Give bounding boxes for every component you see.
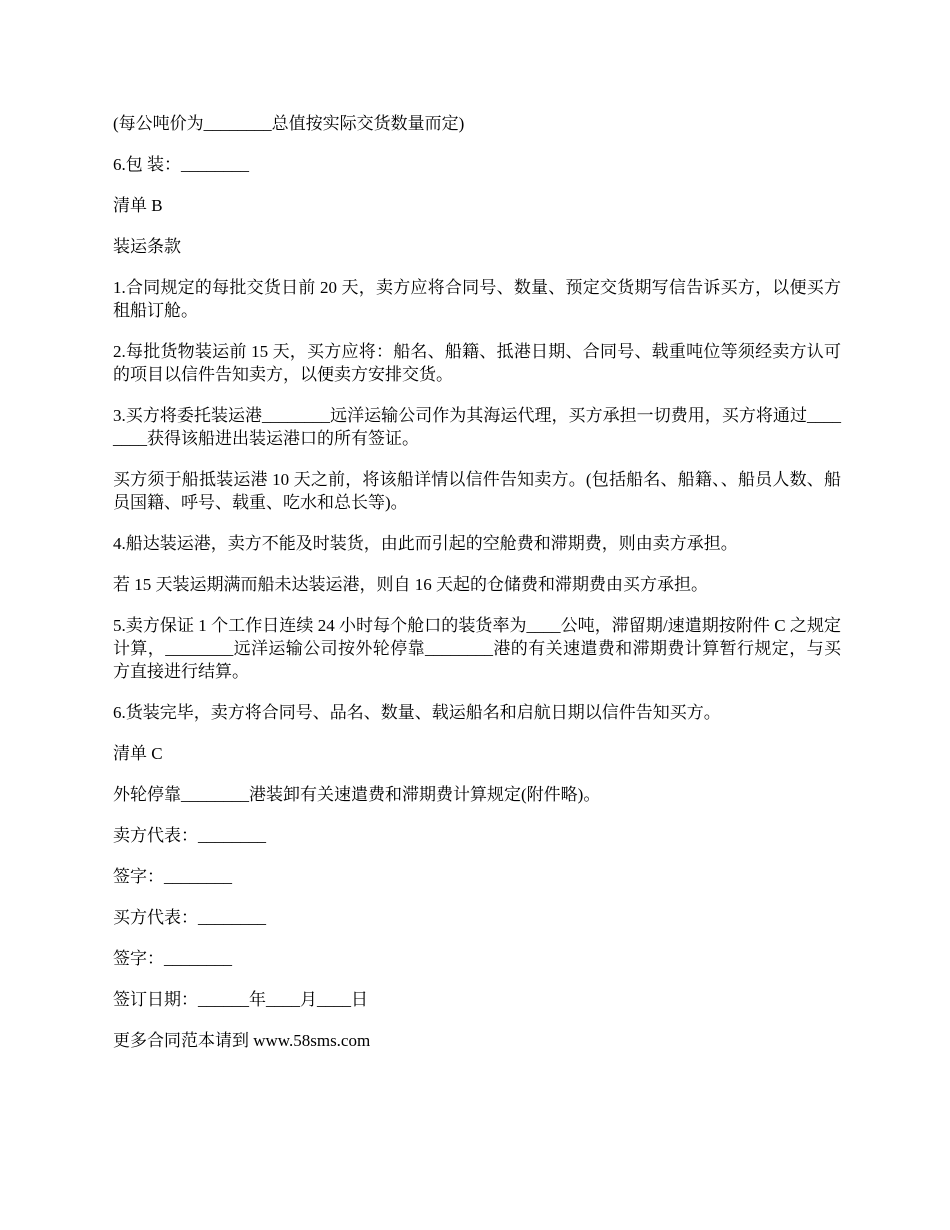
schedule-b-heading: 清单 B (113, 196, 163, 215)
document-body (113, 112, 841, 1070)
schedule-c-heading: 清单 C (113, 744, 163, 763)
shipping-clause-4-note: 若 15 天装运期满而船未达装运港，则自 16 天起的仓储费和滞期费由买方承担。 (113, 575, 708, 594)
shipping-terms-heading: 装运条款 (113, 237, 181, 256)
shipping-clause-1: 1.合同规定的每批交货日前 20 天，卖方应将合同号、数量、预定交货期写信告诉买方，以便买方租船订舱。 (113, 278, 841, 320)
price-note: (每公吨价为________总值按实际交货数量而定) (113, 114, 465, 133)
more-templates-link[interactable]: 更多合同范本请到 www.58sms.com (113, 1031, 371, 1050)
seller-representative: 卖方代表：________ (113, 826, 266, 845)
shipping-clause-3: 3.买方将委托装运港________远洋运输公司作为其海运代理，买方承担一切费用，买方将通过________获得该船进出装运港口的所有签证。 (113, 406, 841, 448)
buyer-representative: 买方代表：________ (113, 908, 266, 927)
signing-date: 签订日期：______年____月____日 (113, 990, 368, 1009)
seller-signature: 签字：________ (113, 867, 232, 886)
packing-clause: 6.包 装：________ (113, 155, 249, 174)
buyer-signature: 签字：________ (113, 949, 232, 968)
schedule-c-text: 外轮停靠________港装卸有关速遣费和滞期费计算规定(附件略)。 (113, 785, 601, 804)
shipping-clause-3-note: 买方须于船抵装运港 10 天之前，将该船详情以信件告知卖方。(包括船名、船籍、、船员人数、船员国籍、呼号、载重、吃水和总长等)。 (113, 470, 841, 512)
shipping-clause-2: 2.每批货物装运前 15 天，买方应将：船名、船籍、抵港日期、合同号、载重吨位等须经卖方认可的项目以信件告知卖方，以便卖方安排交货。 (113, 342, 841, 384)
shipping-clause-6: 6.货装完毕，卖方将合同号、品名、数量、载运船名和启航日期以信件告知买方。 (113, 703, 721, 722)
shipping-clause-4: 4.船达装运港，卖方不能及时装货，由此而引起的空舱费和滞期费，则由卖方承担。 (113, 534, 738, 553)
shipping-clause-5: 5.卖方保证 1 个工作日连续 24 小时每个舱口的装货率为____公吨，滞留期/速遣期按附件 C 之规定计算，________远洋运输公司按外轮停靠________港的有关速遣费和滞期费计算暂行规定，与买方直接进行结算。 (113, 616, 841, 681)
